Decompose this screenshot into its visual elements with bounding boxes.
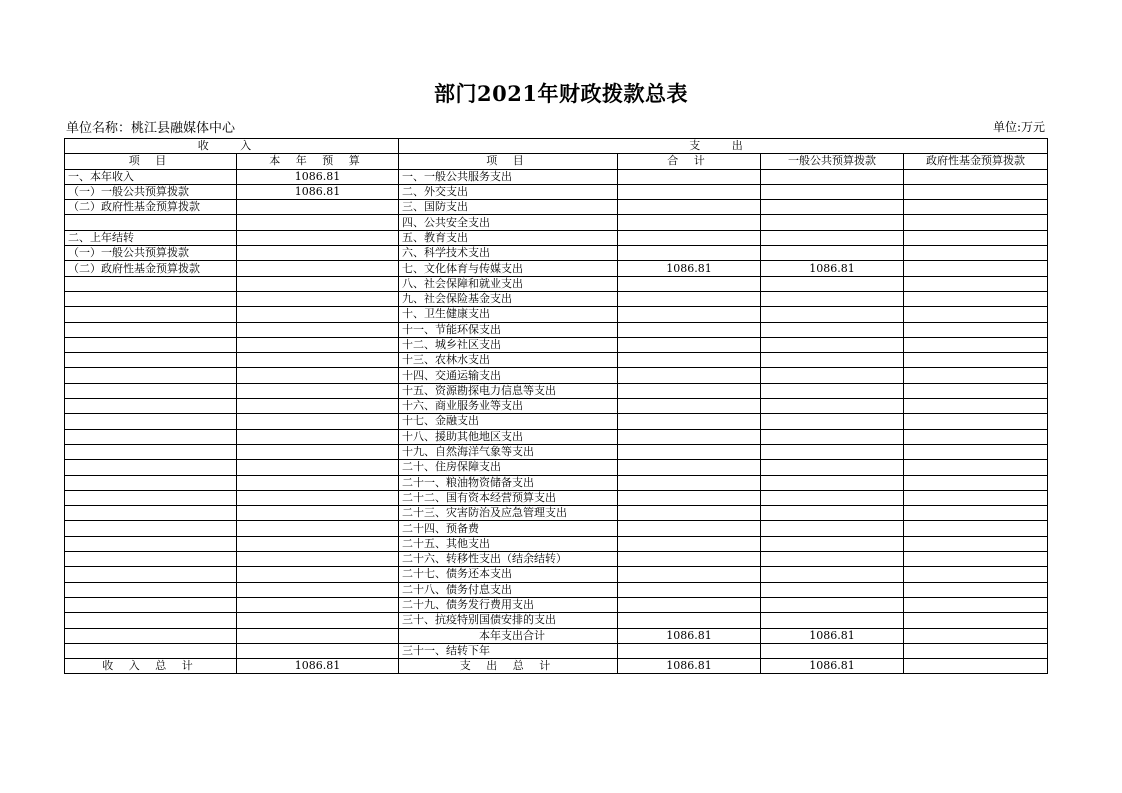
expense-fund-cell: [904, 490, 1048, 505]
expense-fund-cell: [904, 597, 1048, 612]
expense-total-cell: [618, 444, 761, 459]
expense-general-cell: [761, 353, 904, 368]
empty-cell: [237, 643, 399, 658]
income-item-cell: 一、本年收入: [65, 169, 237, 184]
expense-total-label: 支 出 总 计: [399, 659, 618, 674]
expense-general-cell: [761, 536, 904, 551]
expense-item-cell: 十二、城乡社区支出: [399, 337, 618, 352]
table-row: [65, 353, 1048, 368]
expense-general-cell: [761, 368, 904, 383]
income-item-cell: [65, 414, 237, 429]
expense-general-cell: [761, 399, 904, 414]
income-item-cell: [65, 613, 237, 628]
income-value-cell: [237, 490, 399, 505]
income-value-cell: [237, 322, 399, 337]
income-value-cell: [237, 399, 399, 414]
empty-cell: [761, 643, 904, 658]
income-total-value: 1086.81: [237, 659, 399, 674]
expense-general-cell: [761, 246, 904, 261]
expense-fund-cell: [904, 414, 1048, 429]
expense-total-cell: [618, 353, 761, 368]
expense-item-header: 项 目: [399, 154, 618, 169]
income-value-cell: 1086.81: [237, 184, 399, 199]
expense-fund-cell: [904, 444, 1048, 459]
income-item-cell: （二）政府性基金预算拨款: [65, 200, 237, 215]
table-row: [65, 613, 1048, 628]
table-row: [65, 337, 1048, 352]
table-row: [65, 184, 1048, 199]
expense-general-cell: [761, 414, 904, 429]
expense-total-cell: [618, 169, 761, 184]
expense-fund-header: 政府性基金预算拨款: [904, 154, 1048, 169]
unit-label: 单位:万元: [992, 120, 1045, 134]
expense-general-cell: [761, 521, 904, 536]
expense-fund-cell: [904, 322, 1048, 337]
table-row: [65, 246, 1048, 261]
income-item-cell: [65, 429, 237, 444]
expense-item-cell: 二十六、转移性支出（结余结转）: [399, 552, 618, 567]
expense-general-cell: [761, 200, 904, 215]
income-value-cell: [237, 613, 399, 628]
expense-total-cell: [618, 184, 761, 199]
expense-total-cell: [618, 307, 761, 322]
subtotal-label: 本年支出合计: [399, 628, 618, 643]
expense-item-cell: 二十九、债务发行费用支出: [399, 597, 618, 612]
income-value-cell: [237, 383, 399, 398]
expense-fund-cell: [904, 230, 1048, 245]
expense-item-cell: 十四、交通运输支出: [399, 368, 618, 383]
income-group-header: 收 入: [65, 139, 399, 154]
expense-fund-cell: [904, 276, 1048, 291]
expense-general-cell: [761, 429, 904, 444]
table-row: [65, 582, 1048, 597]
expense-general-cell: [761, 490, 904, 505]
income-item-cell: [65, 322, 237, 337]
table-row: [65, 506, 1048, 521]
expense-total-cell: [618, 291, 761, 306]
income-value-cell: [237, 337, 399, 352]
expense-total-cell: [618, 215, 761, 230]
income-item-cell: [65, 567, 237, 582]
income-item-cell: （一）一般公共预算拨款: [65, 184, 237, 199]
income-item-cell: [65, 552, 237, 567]
expense-item-cell: 二十二、国有资本经营预算支出: [399, 490, 618, 505]
expense-general-cell: [761, 276, 904, 291]
page-title: 部门2021年财政拨款总表: [434, 81, 688, 106]
income-value-cell: [237, 261, 399, 276]
group-header-row: [65, 139, 1048, 154]
income-item-cell: [65, 276, 237, 291]
expense-fund-cell: [904, 307, 1048, 322]
expense-item-cell: 三十、抗疫特别国债安排的支出: [399, 613, 618, 628]
income-item-cell: [65, 521, 237, 536]
income-item-cell: [65, 506, 237, 521]
table-row: [65, 200, 1048, 215]
income-item-cell: [65, 460, 237, 475]
subtotal-row: [65, 628, 1048, 643]
expense-item-cell: 十五、资源勘探电力信息等支出: [399, 383, 618, 398]
expense-total-cell: [618, 536, 761, 551]
expense-total-cell: [618, 399, 761, 414]
income-value-cell: [237, 444, 399, 459]
income-item-cell: [65, 307, 237, 322]
expense-fund-cell: [904, 475, 1048, 490]
empty-cell: [65, 628, 237, 643]
table-row: [65, 597, 1048, 612]
expense-general-cell: [761, 169, 904, 184]
expense-fund-cell: [904, 261, 1048, 276]
expense-general-cell: [761, 215, 904, 230]
table-row: [65, 475, 1048, 490]
expense-item-cell: 八、社会保障和就业支出: [399, 276, 618, 291]
income-item-cell: [65, 353, 237, 368]
table-row: [65, 215, 1048, 230]
expense-fund-cell: [904, 506, 1048, 521]
income-value-cell: [237, 215, 399, 230]
grand-total-row: [65, 659, 1048, 674]
expense-item-cell: 三、国防支出: [399, 200, 618, 215]
expense-fund-cell: [904, 169, 1048, 184]
expense-item-cell: 二十四、预备费: [399, 521, 618, 536]
expense-total-cell: [618, 230, 761, 245]
income-value-cell: [237, 246, 399, 261]
income-value-cell: [237, 200, 399, 215]
expense-item-cell: 十六、商业服务业等支出: [399, 399, 618, 414]
expense-general-cell: [761, 460, 904, 475]
expense-item-cell: 十八、援助其他地区支出: [399, 429, 618, 444]
expense-general-cell: [761, 444, 904, 459]
table-row: [65, 521, 1048, 536]
expense-total-cell: [618, 322, 761, 337]
table-row: [65, 536, 1048, 551]
table-row: [65, 429, 1048, 444]
expense-total-cell: [618, 582, 761, 597]
expense-total-cell: [618, 383, 761, 398]
expense-general-cell: [761, 582, 904, 597]
income-item-cell: （二）政府性基金预算拨款: [65, 261, 237, 276]
table-row: [65, 261, 1048, 276]
empty-cell: [618, 643, 761, 658]
table-row: [65, 291, 1048, 306]
income-value-cell: [237, 552, 399, 567]
table-row: [65, 368, 1048, 383]
income-total-label: 收 入 总 计: [65, 659, 237, 674]
income-value-cell: [237, 521, 399, 536]
income-value-cell: [237, 291, 399, 306]
income-value-cell: [237, 567, 399, 582]
expense-total-cell: [618, 414, 761, 429]
expense-fund-value: [904, 659, 1048, 674]
table-row: [65, 567, 1048, 582]
expense-general-cell: [761, 291, 904, 306]
table-row: [65, 399, 1048, 414]
expense-general-cell: [761, 322, 904, 337]
expense-item-cell: 七、文化体育与传媒支出: [399, 261, 618, 276]
table-row: [65, 307, 1048, 322]
table-row: [65, 383, 1048, 398]
income-item-cell: （一）一般公共预算拨款: [65, 246, 237, 261]
table-row: [65, 230, 1048, 245]
expense-total-cell: [618, 429, 761, 444]
income-item-cell: [65, 368, 237, 383]
expense-total-cell: [618, 246, 761, 261]
expense-fund-cell: [904, 200, 1048, 215]
income-item-cell: 二、上年结转: [65, 230, 237, 245]
expense-total-cell: [618, 597, 761, 612]
income-value-cell: [237, 536, 399, 551]
subtotal-total: 1086.81: [618, 628, 761, 643]
expense-item-cell: 十九、自然海洋气象等支出: [399, 444, 618, 459]
table-row: [65, 414, 1048, 429]
table-row: [65, 444, 1048, 459]
income-value-cell: [237, 230, 399, 245]
expense-item-cell: 二十八、债务付息支出: [399, 582, 618, 597]
expense-general-cell: [761, 552, 904, 567]
expense-fund-cell: [904, 184, 1048, 199]
table-row: [65, 552, 1048, 567]
expense-fund-cell: [904, 429, 1048, 444]
expense-total-cell: [618, 475, 761, 490]
expense-item-cell: 十七、金融支出: [399, 414, 618, 429]
expense-general-cell: [761, 184, 904, 199]
subtotal-general: 1086.81: [761, 628, 904, 643]
income-item-cell: [65, 475, 237, 490]
expense-general-cell: [761, 383, 904, 398]
income-item-cell: [65, 536, 237, 551]
income-budget-header: 本 年 预 算: [237, 154, 399, 169]
expense-fund-cell: [904, 460, 1048, 475]
income-item-cell: [65, 215, 237, 230]
expense-general-header: 一般公共预算拨款: [761, 154, 904, 169]
expense-group-header: 支 出: [399, 139, 1048, 154]
expense-general-cell: [761, 567, 904, 582]
expense-general-cell: 1086.81: [761, 261, 904, 276]
empty-cell: [904, 643, 1048, 658]
expense-total-cell: [618, 200, 761, 215]
income-item-cell: [65, 291, 237, 306]
expense-total-cell: 1086.81: [618, 261, 761, 276]
appropriation-table: [64, 138, 1048, 674]
expense-total-cell: [618, 521, 761, 536]
income-item-header: 项 目: [65, 154, 237, 169]
table-row: [65, 490, 1048, 505]
expense-total-value: 1086.81: [618, 659, 761, 674]
expense-total-cell: [618, 460, 761, 475]
income-value-cell: [237, 353, 399, 368]
income-item-cell: [65, 399, 237, 414]
income-item-cell: [65, 490, 237, 505]
income-value-cell: [237, 506, 399, 521]
expense-general-cell: [761, 597, 904, 612]
income-value-cell: [237, 276, 399, 291]
expense-item-cell: 二十三、灾害防治及应急管理支出: [399, 506, 618, 521]
expense-item-cell: 十三、农林水支出: [399, 353, 618, 368]
expense-item-cell: 四、公共安全支出: [399, 215, 618, 230]
column-header-row: [65, 154, 1048, 169]
expense-fund-cell: [904, 215, 1048, 230]
income-value-cell: [237, 475, 399, 490]
expense-total-cell: [618, 567, 761, 582]
income-value-cell: [237, 429, 399, 444]
expense-fund-cell: [904, 552, 1048, 567]
expense-total-header: 合 计: [618, 154, 761, 169]
expense-fund-cell: [904, 383, 1048, 398]
expense-item-cell: 二、外交支出: [399, 184, 618, 199]
carry-row: [65, 643, 1048, 658]
expense-item-cell: 二十五、其他支出: [399, 536, 618, 551]
expense-fund-cell: [904, 337, 1048, 352]
expense-general-value: 1086.81: [761, 659, 904, 674]
expense-general-cell: [761, 337, 904, 352]
expense-fund-cell: [904, 353, 1048, 368]
expense-total-cell: [618, 490, 761, 505]
expense-total-cell: [618, 552, 761, 567]
table-body: [65, 169, 1048, 628]
expense-fund-cell: [904, 582, 1048, 597]
expense-fund-cell: [904, 521, 1048, 536]
expense-total-cell: [618, 506, 761, 521]
income-value-cell: [237, 582, 399, 597]
subtotal-fund: [904, 628, 1048, 643]
income-item-cell: [65, 597, 237, 612]
table-row: [65, 169, 1048, 184]
expense-item-cell: 九、社会保险基金支出: [399, 291, 618, 306]
expense-fund-cell: [904, 536, 1048, 551]
expense-fund-cell: [904, 246, 1048, 261]
expense-item-cell: 十、卫生健康支出: [399, 307, 618, 322]
expense-item-cell: 五、教育支出: [399, 230, 618, 245]
expense-general-cell: [761, 613, 904, 628]
empty-cell: [65, 643, 237, 658]
expense-item-cell: 六、科学技术支出: [399, 246, 618, 261]
expense-item-cell: 十一、节能环保支出: [399, 322, 618, 337]
expense-item-cell: 一、一般公共服务支出: [399, 169, 618, 184]
expense-fund-cell: [904, 399, 1048, 414]
income-value-cell: [237, 307, 399, 322]
income-item-cell: [65, 383, 237, 398]
expense-general-cell: [761, 475, 904, 490]
expense-fund-cell: [904, 613, 1048, 628]
income-value-cell: [237, 368, 399, 383]
income-item-cell: [65, 582, 237, 597]
income-value-cell: [237, 460, 399, 475]
table-row: [65, 276, 1048, 291]
expense-total-cell: [618, 368, 761, 383]
income-value-cell: [237, 414, 399, 429]
expense-total-cell: [618, 276, 761, 291]
income-item-cell: [65, 444, 237, 459]
table-row: [65, 460, 1048, 475]
empty-cell: [237, 628, 399, 643]
table-row: [65, 322, 1048, 337]
expense-total-cell: [618, 337, 761, 352]
expense-item-cell: 二十一、粮油物资储备支出: [399, 475, 618, 490]
expense-general-cell: [761, 230, 904, 245]
expense-fund-cell: [904, 291, 1048, 306]
expense-total-cell: [618, 613, 761, 628]
expense-fund-cell: [904, 368, 1048, 383]
expense-item-cell: 二十、住房保障支出: [399, 460, 618, 475]
income-value-cell: 1086.81: [237, 169, 399, 184]
income-value-cell: [237, 597, 399, 612]
unit-name: 单位名称：桃江县融媒体中心: [66, 121, 236, 136]
expense-general-cell: [761, 506, 904, 521]
income-item-cell: [65, 337, 237, 352]
expense-fund-cell: [904, 567, 1048, 582]
carry-label: 三十一、结转下年: [399, 643, 618, 658]
expense-general-cell: [761, 307, 904, 322]
expense-item-cell: 二十七、债务还本支出: [399, 567, 618, 582]
